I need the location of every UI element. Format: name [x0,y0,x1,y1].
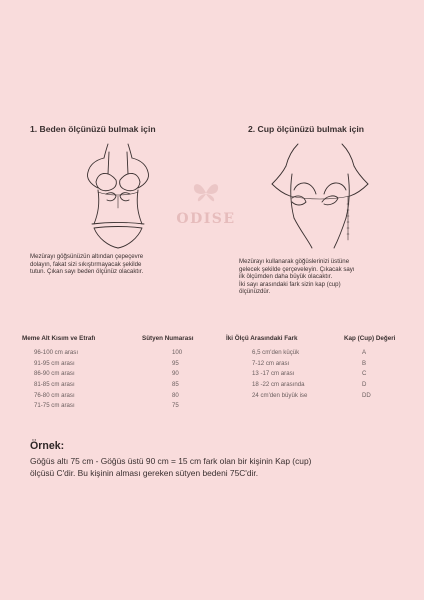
table-row [22,400,193,411]
table-row [226,347,395,358]
table-cell: 7-12 cm arası [252,359,290,367]
step1-line: tutun. Çıkan sayı beden ölçünüz olacaktır. [30,268,144,276]
figure-band-measurement [78,142,158,254]
table-cell: 100 [172,348,183,356]
table-row [22,347,193,358]
table-cell: 76-80 cm arası [34,391,75,399]
table-cell: C [362,370,367,378]
step1-title: 1. Beden ölçünüzü bulmak için [30,124,156,134]
table-cell: 90 [172,370,179,378]
cup-table [226,335,395,400]
step2-line: İki sayı arasındaki fark sizin kap (cup) [239,280,341,288]
table-row [22,358,193,369]
table-cell: 24 cm'den büyük ise [252,391,308,399]
step2-line: Mezürayı kullanarak göğüslerinizi üstüne [239,258,350,265]
step1-line: Mezürayı göğsünüzün altından çepeçevre [30,253,144,260]
table-row [226,358,395,369]
watermark-text: ODISE [176,211,236,227]
table-cell: 96-100 cm arası [34,348,79,356]
table-cell: 18 -22 cm arasında [252,380,305,388]
table-cell: 75 [172,402,179,410]
table-cell: 86-90 cm arası [34,370,75,378]
cup-table-header-cell: İki Ölçü Arasındaki Fark [226,335,298,342]
step1-description [30,253,143,276]
table-row [22,368,193,379]
step2-title: 2. Cup ölçünüzü bulmak için [248,124,365,134]
table-cell: 95 [172,359,179,367]
figure-cup-measurement [268,140,372,252]
table-cell: 71-75 cm arası [34,402,75,410]
step2-line: ölçünüzdür. [239,288,271,296]
size-table-header [22,335,193,347]
step2-line: ilk ölçümden daha büyük olacaktır. [239,273,333,281]
table-cell: 85 [172,380,179,388]
table-row [22,379,193,390]
table-row [226,390,395,401]
step2-line: gelecek şekilde çerçeveleyin. Çıkacak sayı [239,265,355,273]
watermark-logo [166,180,246,227]
table-row [226,379,395,390]
example-line: ölçüsü C'dir. Bu kişinin alması gereken sütyen bedeni 75C'dir. [30,468,259,479]
table-row [226,368,395,379]
example-line: Göğüs altı 75 cm - Göğüs üstü 90 cm = 15 cm fark olan bir kişinin Kap (cup) [30,456,312,466]
size-table [22,335,193,411]
table-cell: 80 [172,391,179,399]
butterfly-icon [191,180,221,206]
size-table-header-cell: Meme Alt Kısım ve Etrafı [22,335,96,342]
example-text [30,455,311,480]
table-cell: 6,5 cm'den küçük [252,348,300,356]
step2-description [239,258,355,296]
table-row [22,390,193,401]
example-title: Örnek: [30,440,65,452]
table-cell: DD [362,391,371,399]
size-table-header-cell: Sütyen Numarası [142,335,194,342]
table-cell: 91-95 cm arası [34,359,75,367]
table-cell: A [362,348,367,356]
table-cell: 81-85 cm arası [34,380,75,388]
table-cell: 13 -17 cm arası [252,370,295,378]
step1-line: dolayın, fakat sizi sıkıştırmayacak şekilde [30,260,142,268]
cup-table-header [226,335,395,347]
table-cell: B [362,359,367,367]
cup-table-header-cell: Kap (Cup) Değeri [344,335,396,342]
table-cell: D [362,380,367,388]
